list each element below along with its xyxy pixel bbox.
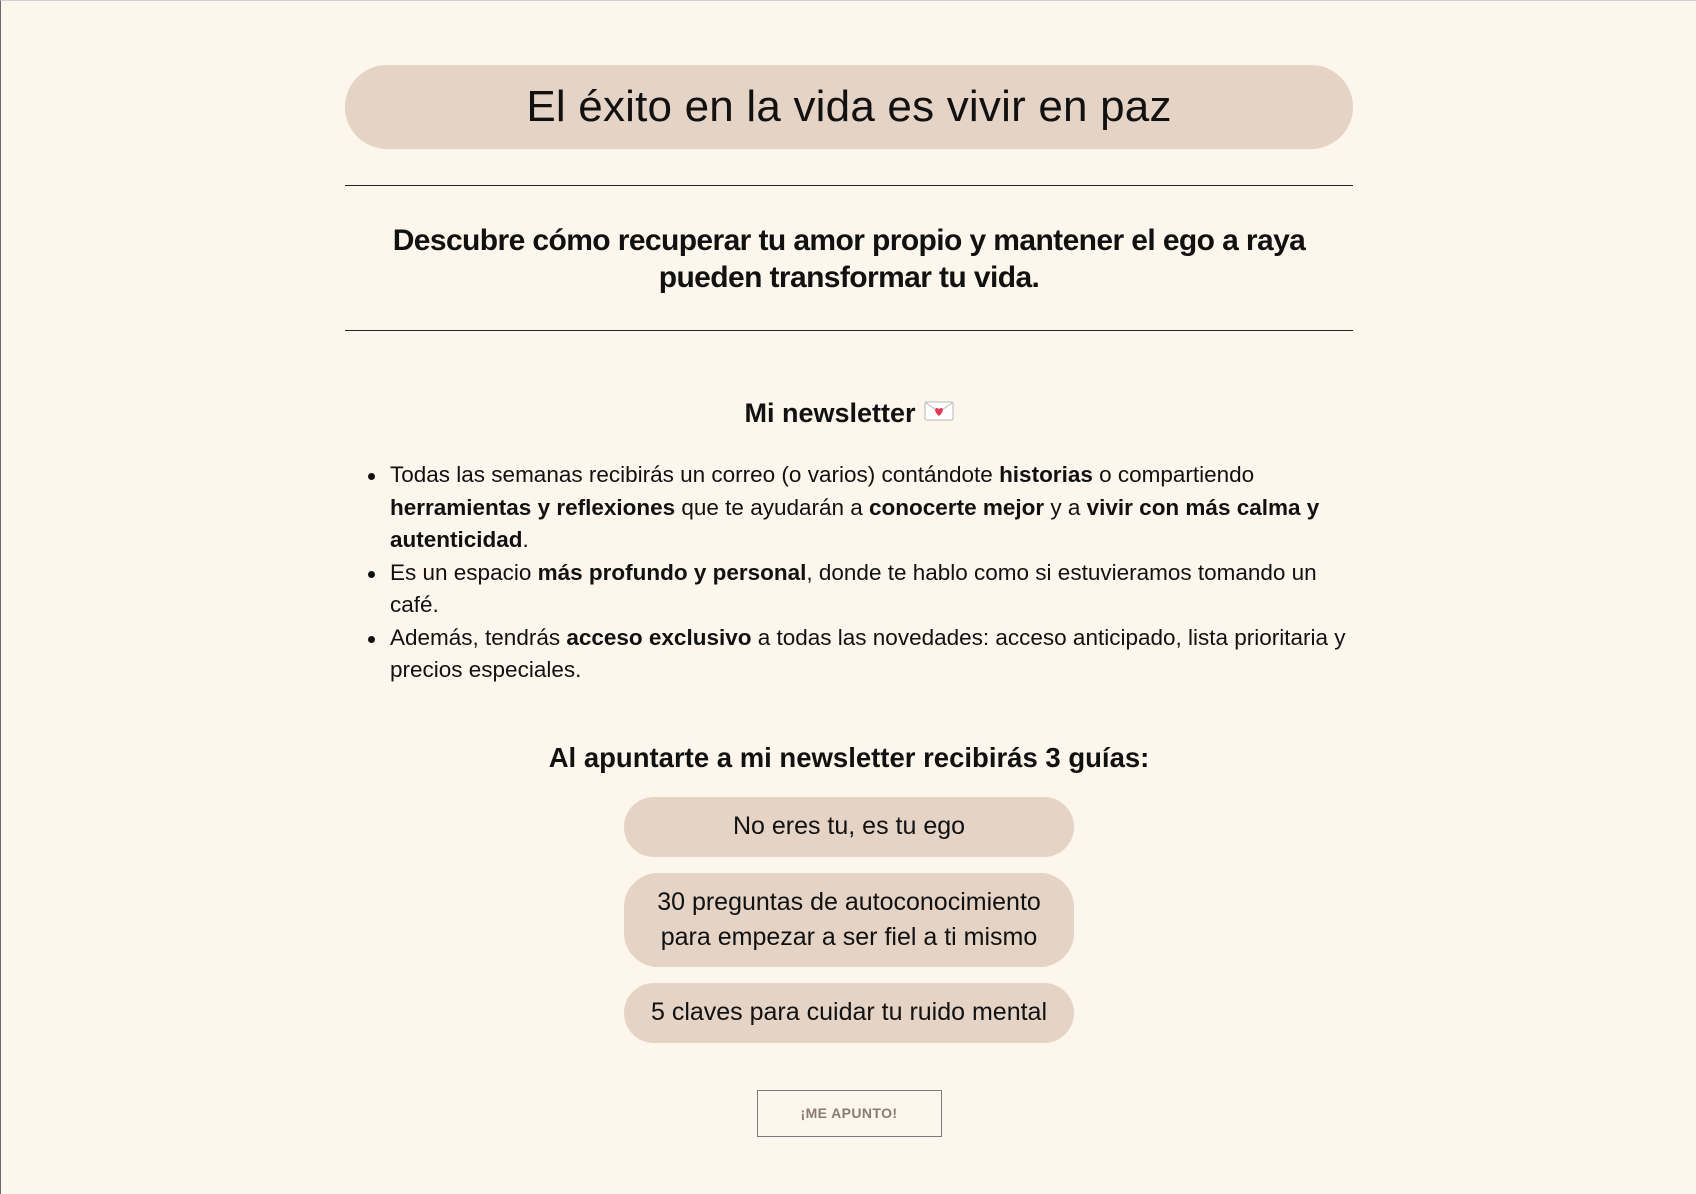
guide-pill-mental-noise: 5 claves para cuidar tu ruido mental [624,983,1074,1043]
bold-text: conocerte mejor [869,494,1045,520]
list-item [390,459,1353,557]
title-banner [345,65,1353,149]
list-item [390,622,1353,687]
divider-bottom [345,330,1353,331]
text-run: . [522,527,529,552]
guide-pill-questions: 30 preguntas de autoconocimiento para empezar a ser fiel a ti mismo [624,873,1074,967]
guides-heading: Al apuntarte a mi newsletter recibirás 3 guías: [548,741,1150,773]
bullet-dot [368,636,375,643]
bullet-text [390,625,1346,683]
text-run: , donde te hablo como si estuvieramos tomando un café. [390,559,1317,617]
love-letter-icon [924,397,954,429]
subscribe-button[interactable]: ¡ME APUNTO! [757,1090,942,1137]
newsletter-heading [345,397,1353,429]
text-run: a todas las novedades: acceso anticipado, lista prioritaria y precios especiales. [390,624,1346,682]
newsletter-heading-text: Mi newsletter [744,398,916,428]
newsletter-benefits-list [345,459,1353,687]
list-item [390,557,1353,622]
page-title: El éxito en la vida es vivir en paz [526,82,1172,131]
bold-text: historias [999,462,1093,487]
bullet-dot [368,473,375,480]
page-subtitle: Descubre cómo recuperar tu amor propio y mantener el ego a raya pueden transformar tu vida. [392,224,1306,294]
divider-top [345,185,1353,186]
text-run: Es un espacio [390,559,538,585]
guide-pill-ego: No eres tu, es tu ego [624,797,1074,857]
bold-text: herramientas y reflexiones [390,494,676,520]
bullet-text [390,462,1319,552]
bullet-text [390,560,1317,618]
bullet-dot [368,571,375,578]
bold-text: vivir con más calma y autenticidad [390,494,1320,552]
text-run: que te ayudarán a [675,494,870,520]
landing-content [345,65,1353,1137]
bold-text: más profundo y personal [537,559,807,585]
cta-wrap [345,1090,1353,1137]
text-run: Todas las semanas recibirás un correo (o varios) contándote [390,462,1000,487]
text-run: y a [1044,494,1087,520]
text-run: Además, tendrás [390,624,567,650]
text-run: o compartiendo [1092,462,1255,487]
bold-text: acceso exclusivo [566,624,752,650]
guides-list [345,797,1353,1059]
